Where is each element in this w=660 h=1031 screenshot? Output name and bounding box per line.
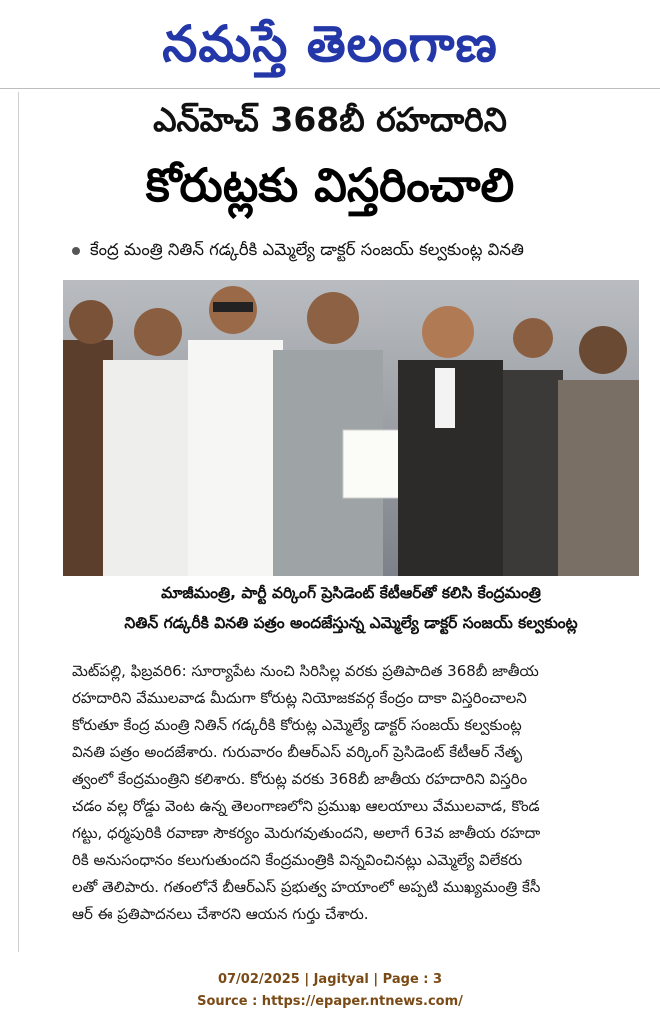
column-rule [18, 92, 19, 952]
deck-subheadline [72, 236, 640, 264]
footer-source: Source : https://epaper.ntnews.com/ [197, 994, 463, 1009]
body-line: రికి అనుసంధానం కలుగుతుందని కేంద్రమంత్రికి విన్నవించినట్లు ఎమ్మెల్యే విలేకరు [72, 851, 523, 869]
article-body [72, 658, 640, 928]
body-line: మెట్‌పల్లి, ఫిబ్రవరి6: సూర్యాపేట నుంచి సిరిసిల్ల వరకు ప్రతిపాదిత 368బీ జాతీయ [72, 662, 539, 680]
masthead-divider [0, 88, 660, 89]
body-line: కోరుతూ కేంద్ర మంత్రి నితిన్ గడ్కరీకి కోరుట్ల ఎమ్మెల్యే డాక్టర్ సంజయ్ కల్వకుంట్ల [72, 716, 522, 734]
body-line: ఆర్ ఈ ప్రతిపాదనలు చేశారని ఆయన గుర్తు చేశారు. [72, 905, 369, 923]
caption-line-1: మాజీమంత్రి, పార్టీ వర్కింగ్ ప్రెసిడెంట్ కేటీఆర్‌తో కలిసి కేంద్రమంత్రి [161, 584, 541, 602]
body-line: త్వంలో కేంద్రమంత్రిని కలిశారు. కోరుట్ల వరకు 368బీ జాతీయ రహదారిని విస్తరిం [72, 770, 528, 788]
bullet-icon [72, 247, 80, 255]
body-line: రహదారిని వేములవాడ మీదుగా కోరుట్ల నియోజకవర్గ కేంద్రం దాకా విస్తరించాలని [72, 689, 527, 707]
caption-line-2: నితిన్ గడ్కరీకి వినతి పత్రం అందజేస్తున్న ఎమ్మెల్యే డాక్టర్ సంజయ్ కల్వకుంట్ల [124, 614, 578, 632]
footer-date-edition: 07/02/2025 | Jagityal | Page : 3 [217, 972, 443, 987]
body-line: చడం వల్ల రోడ్డు వెంట ఉన్న తెలంగాణలోని ప్రముఖ ఆలయాలు వేములవాడ, కొండ [72, 797, 540, 815]
body-line: లతో తెలిపారు. గతంలోనే బీఆర్‌ఎస్ ప్రభుత్వ హయాంలో అప్పటి ముఖ్యమంత్రి కేసీ [72, 878, 541, 896]
news-photo-illustration [63, 280, 639, 576]
photo-caption [63, 576, 639, 642]
masthead-logo: నమస్తే తెలంగాణ [162, 15, 498, 73]
headline-line-1: ఎన్‌హెచ్ 368బీ రహదారిని [153, 100, 507, 139]
headline-line-2: కోరుట్లకు విస్తరించాలి [145, 158, 515, 212]
news-photo [63, 280, 639, 576]
deck-text: కేంద్ర మంత్రి నితిన్ గడ్కరీకి ఎమ్మెల్యే డాక్టర్ సంజయ్ కల్వకుంట్ల వినతి [90, 240, 524, 259]
body-line: వినతి పత్రం అందజేశారు. గురువారం బీఆర్‌ఎస్ వర్కింగ్ ప్రెసిడెంట్ కేటీఆర్ నేతృ [72, 743, 523, 761]
body-line: గట్టు, ధర్మపురికి రవాణా సౌకర్యం మెరుగవుతుందని, అలాగే 63వ జాతీయ రహదా [72, 824, 541, 842]
